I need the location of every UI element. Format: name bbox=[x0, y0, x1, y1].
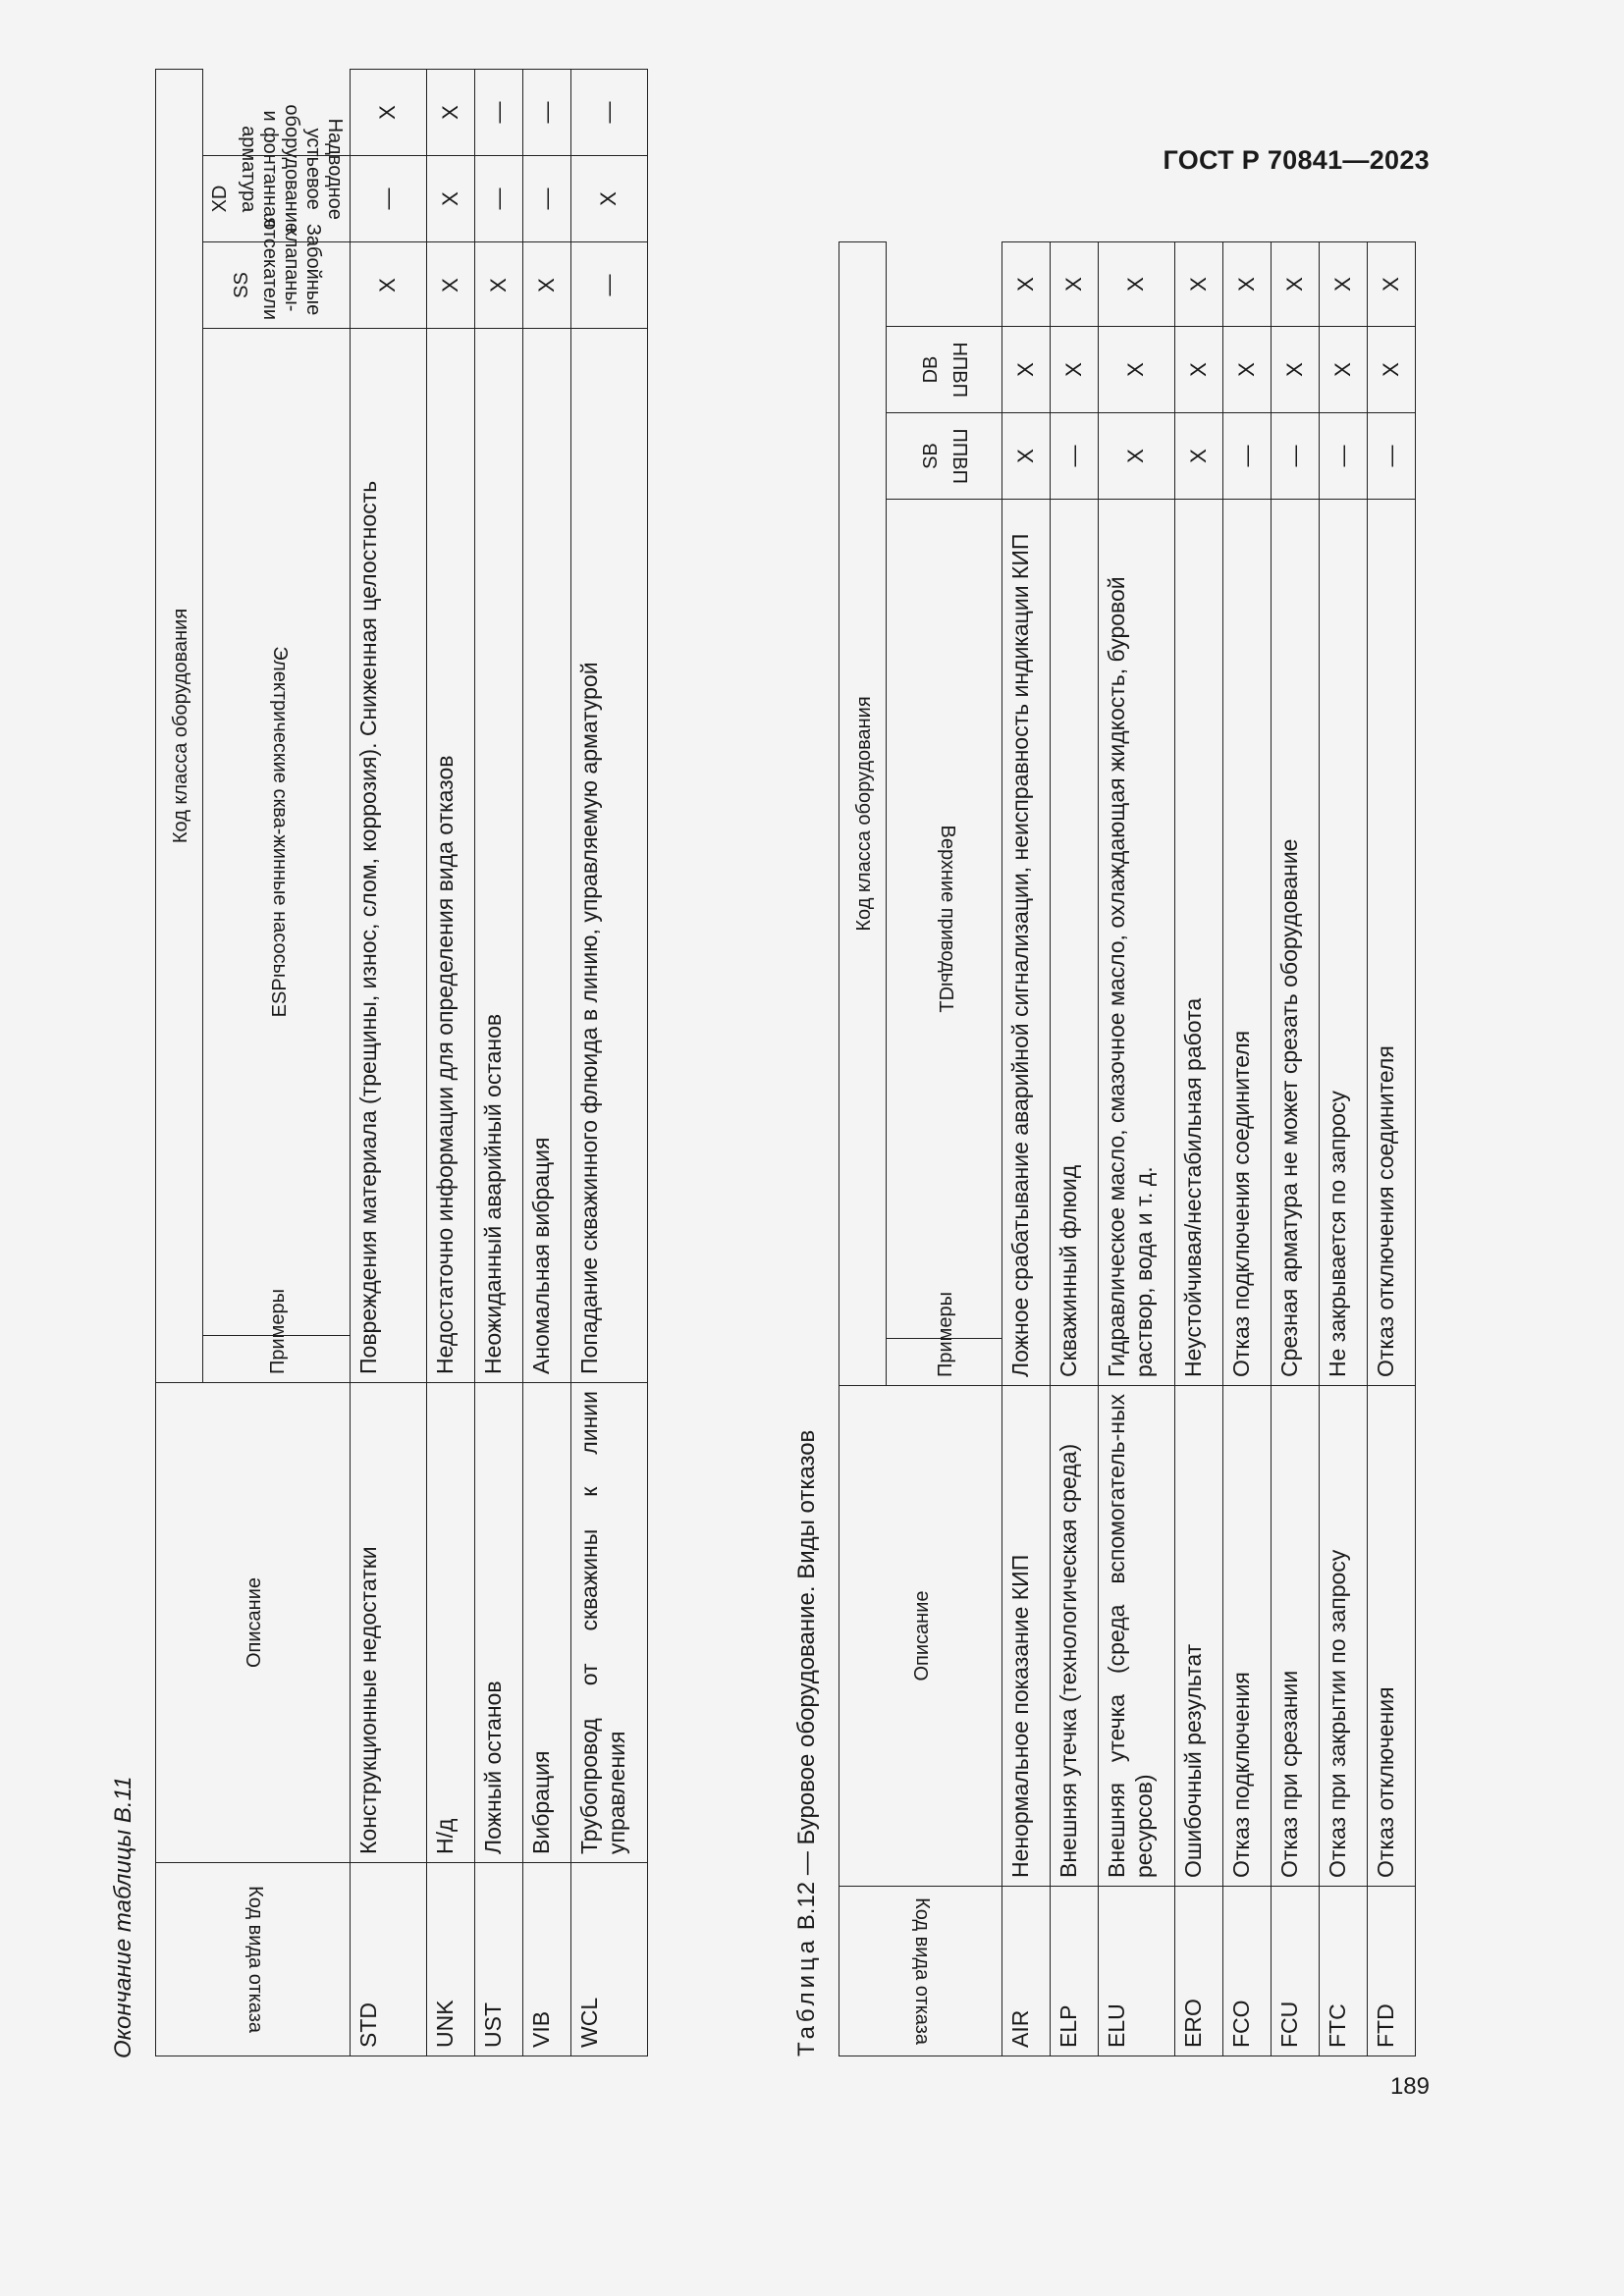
page-number: 189 bbox=[1389, 2073, 1430, 2100]
row-desc: Вибрация bbox=[523, 1383, 571, 1863]
table1 bbox=[155, 69, 648, 2056]
table2 bbox=[839, 241, 1416, 2056]
row-code: VIB bbox=[523, 1863, 571, 2056]
row-example: Отказ отключения соединителя bbox=[1368, 500, 1416, 1386]
mark: X bbox=[427, 242, 475, 329]
mark: — bbox=[475, 69, 523, 155]
class-name-label: Надводное устьевое оборудование и фонтанная арматура bbox=[238, 104, 346, 234]
mark: X bbox=[1175, 241, 1223, 326]
row-code: FCO bbox=[1223, 1887, 1272, 2056]
mark: X bbox=[1175, 327, 1223, 413]
table-row bbox=[1320, 241, 1368, 2056]
mark: — bbox=[1272, 413, 1320, 500]
mark: — bbox=[1051, 413, 1099, 500]
row-example: Гидравлическое масло, смазочное масло, охлаждающая жидкость, буровой раствор, вода и т. д. bbox=[1099, 500, 1175, 1386]
mark: — bbox=[1368, 413, 1416, 500]
row-code: UST bbox=[475, 1863, 523, 2056]
row-example: Неустойчивая/нестабильная работа bbox=[1175, 500, 1223, 1386]
mark: X bbox=[1051, 327, 1099, 413]
mark: X bbox=[1272, 241, 1320, 326]
mark: — bbox=[523, 69, 571, 155]
mark: — bbox=[1320, 413, 1368, 500]
table1-header-examples: Примеры bbox=[203, 1336, 351, 1383]
table1-header-class-esp: ESPЭлектрические сква-жинные насосы bbox=[203, 329, 351, 1336]
table-row bbox=[475, 69, 523, 2056]
mark: — bbox=[351, 156, 427, 242]
row-example: Скважинный флюид bbox=[1051, 500, 1099, 1386]
mark: X bbox=[1320, 327, 1368, 413]
mark: X bbox=[1099, 327, 1175, 413]
row-code: FCU bbox=[1272, 1887, 1320, 2056]
table2-header-examples: Примеры bbox=[887, 1339, 1002, 1386]
row-desc: Ошибочный результат bbox=[1175, 1386, 1223, 1887]
row-desc: Ложный останов bbox=[475, 1383, 523, 1863]
mark: — bbox=[523, 156, 571, 242]
table2-header-class-td: TDВерхние приводы bbox=[887, 500, 1002, 1339]
mark: — bbox=[571, 69, 648, 155]
class-name-label: ППВП bbox=[948, 428, 970, 484]
row-desc: Внешняя утечка (технологическая среда) bbox=[1051, 1386, 1099, 1887]
table-row bbox=[1175, 241, 1223, 2056]
table-row bbox=[351, 69, 427, 2056]
row-desc: Отказ при срезании bbox=[1272, 1386, 1320, 1887]
table-row bbox=[1223, 241, 1272, 2056]
table1-header-class-ss: SS Забойные клапаны-отсекатели bbox=[203, 242, 351, 329]
mark: X bbox=[1051, 241, 1099, 326]
table-row bbox=[1002, 241, 1051, 2056]
mark: — bbox=[571, 242, 648, 329]
table-row bbox=[1051, 241, 1099, 2056]
row-example: Аномальная вибрация bbox=[523, 329, 571, 1383]
row-example: Срезная арматура не может срезать оборудование bbox=[1272, 500, 1320, 1386]
table2-caption-text: В.12 — Буровое оборудование. Виды отказов bbox=[793, 1429, 820, 1931]
table2-header-class: Код класса оборудования bbox=[839, 241, 887, 1385]
mark: — bbox=[475, 156, 523, 242]
mark: X bbox=[1368, 241, 1416, 326]
mark: X bbox=[1099, 241, 1175, 326]
table1-caption: Окончание таблицы В.11 bbox=[110, 1776, 136, 2058]
table-row bbox=[1099, 241, 1175, 2056]
document-header: ГОСТ Р 70841—2023 bbox=[1163, 145, 1430, 175]
table-row bbox=[1368, 241, 1416, 2056]
mark: X bbox=[1175, 413, 1223, 500]
table-row bbox=[1272, 241, 1320, 2056]
mark: X bbox=[1272, 327, 1320, 413]
table-row bbox=[523, 69, 571, 2056]
class-name-label: Верхние приводы bbox=[937, 825, 958, 987]
row-desc: Конструкционные недостатки bbox=[351, 1383, 427, 1863]
table2-caption bbox=[793, 1430, 821, 2056]
row-desc: Отказ отключения bbox=[1368, 1386, 1416, 1887]
mark: X bbox=[1002, 327, 1051, 413]
mark: — bbox=[1223, 413, 1272, 500]
mark: X bbox=[351, 69, 427, 155]
row-example: Не закрывается по запросу bbox=[1320, 500, 1368, 1386]
mark: X bbox=[1099, 413, 1175, 500]
row-desc: Внешняя утечка (среда вспомогатель-ных ресурсов) bbox=[1099, 1386, 1175, 1887]
row-code: WCL bbox=[571, 1863, 648, 2056]
mark: X bbox=[1223, 241, 1272, 326]
row-code: ERO bbox=[1175, 1887, 1223, 2056]
row-desc: Трубопровод от скважины к линии управления bbox=[571, 1383, 648, 1863]
row-desc: Отказ при закрытии по запросу bbox=[1320, 1386, 1368, 1887]
row-example: Недостаточно информации для определения вида отказов bbox=[427, 329, 475, 1383]
table2-caption-prefix: Таблица bbox=[793, 1936, 820, 2056]
row-code: FTD bbox=[1368, 1887, 1416, 2056]
mark: X bbox=[427, 69, 475, 155]
mark: X bbox=[427, 156, 475, 242]
table2-header-class-db: DB НПВП bbox=[887, 327, 1002, 413]
row-example: Попадание скважинного флюида в линию, управляемую арматурой bbox=[571, 329, 648, 1383]
row-example: Повреждения материала (трещины, износ, слом, коррозия). Сниженная целостность bbox=[351, 329, 427, 1383]
row-code: ELU bbox=[1099, 1887, 1175, 2056]
mark: X bbox=[571, 156, 648, 242]
table2-header-class-sb: SB ППВП bbox=[887, 413, 1002, 500]
row-desc: Ненормальное показание КИП bbox=[1002, 1386, 1051, 1887]
mark: X bbox=[1002, 241, 1051, 326]
table1-header-code: Код вида отказа bbox=[156, 1863, 351, 2056]
row-code: ELP bbox=[1051, 1887, 1099, 2056]
table2-header-code: Код вида отказа bbox=[839, 1887, 1002, 2056]
row-example: Неожиданный аварийный останов bbox=[475, 329, 523, 1383]
table2-header-desc: Описание bbox=[839, 1386, 1002, 1887]
mark: X bbox=[1320, 241, 1368, 326]
mark: X bbox=[351, 242, 427, 329]
row-code: UNK bbox=[427, 1863, 475, 2056]
table1-header-class-xd: XD Надводное устьевое оборудование и фонтанная арматура bbox=[203, 156, 351, 242]
row-desc: Отказ подключения bbox=[1223, 1386, 1272, 1887]
class-name-label: Электрические сква-жинные насосы bbox=[269, 646, 291, 979]
mark: X bbox=[1368, 327, 1416, 413]
mark: X bbox=[475, 242, 523, 329]
row-desc: Н/д bbox=[427, 1383, 475, 1863]
table1-header-class: Код класса оборудования bbox=[156, 69, 203, 1382]
class-name-label: НПВП bbox=[948, 342, 970, 398]
row-code: STD bbox=[351, 1863, 427, 2056]
row-code: AIR bbox=[1002, 1887, 1051, 2056]
mark: X bbox=[1223, 327, 1272, 413]
class-name-label: Забойные клапаны-отсекатели bbox=[259, 219, 324, 320]
mark: X bbox=[1002, 413, 1051, 500]
table-row bbox=[571, 69, 648, 2056]
row-example: Ложное срабатывание аварийной сигнализации, неисправность индикации КИП bbox=[1002, 500, 1051, 1386]
table1-header-desc: Описание bbox=[156, 1383, 351, 1863]
row-example: Отказ подключения соединителя bbox=[1223, 500, 1272, 1386]
mark: X bbox=[523, 242, 571, 329]
row-code: FTC bbox=[1320, 1887, 1368, 2056]
table-row bbox=[427, 69, 475, 2056]
